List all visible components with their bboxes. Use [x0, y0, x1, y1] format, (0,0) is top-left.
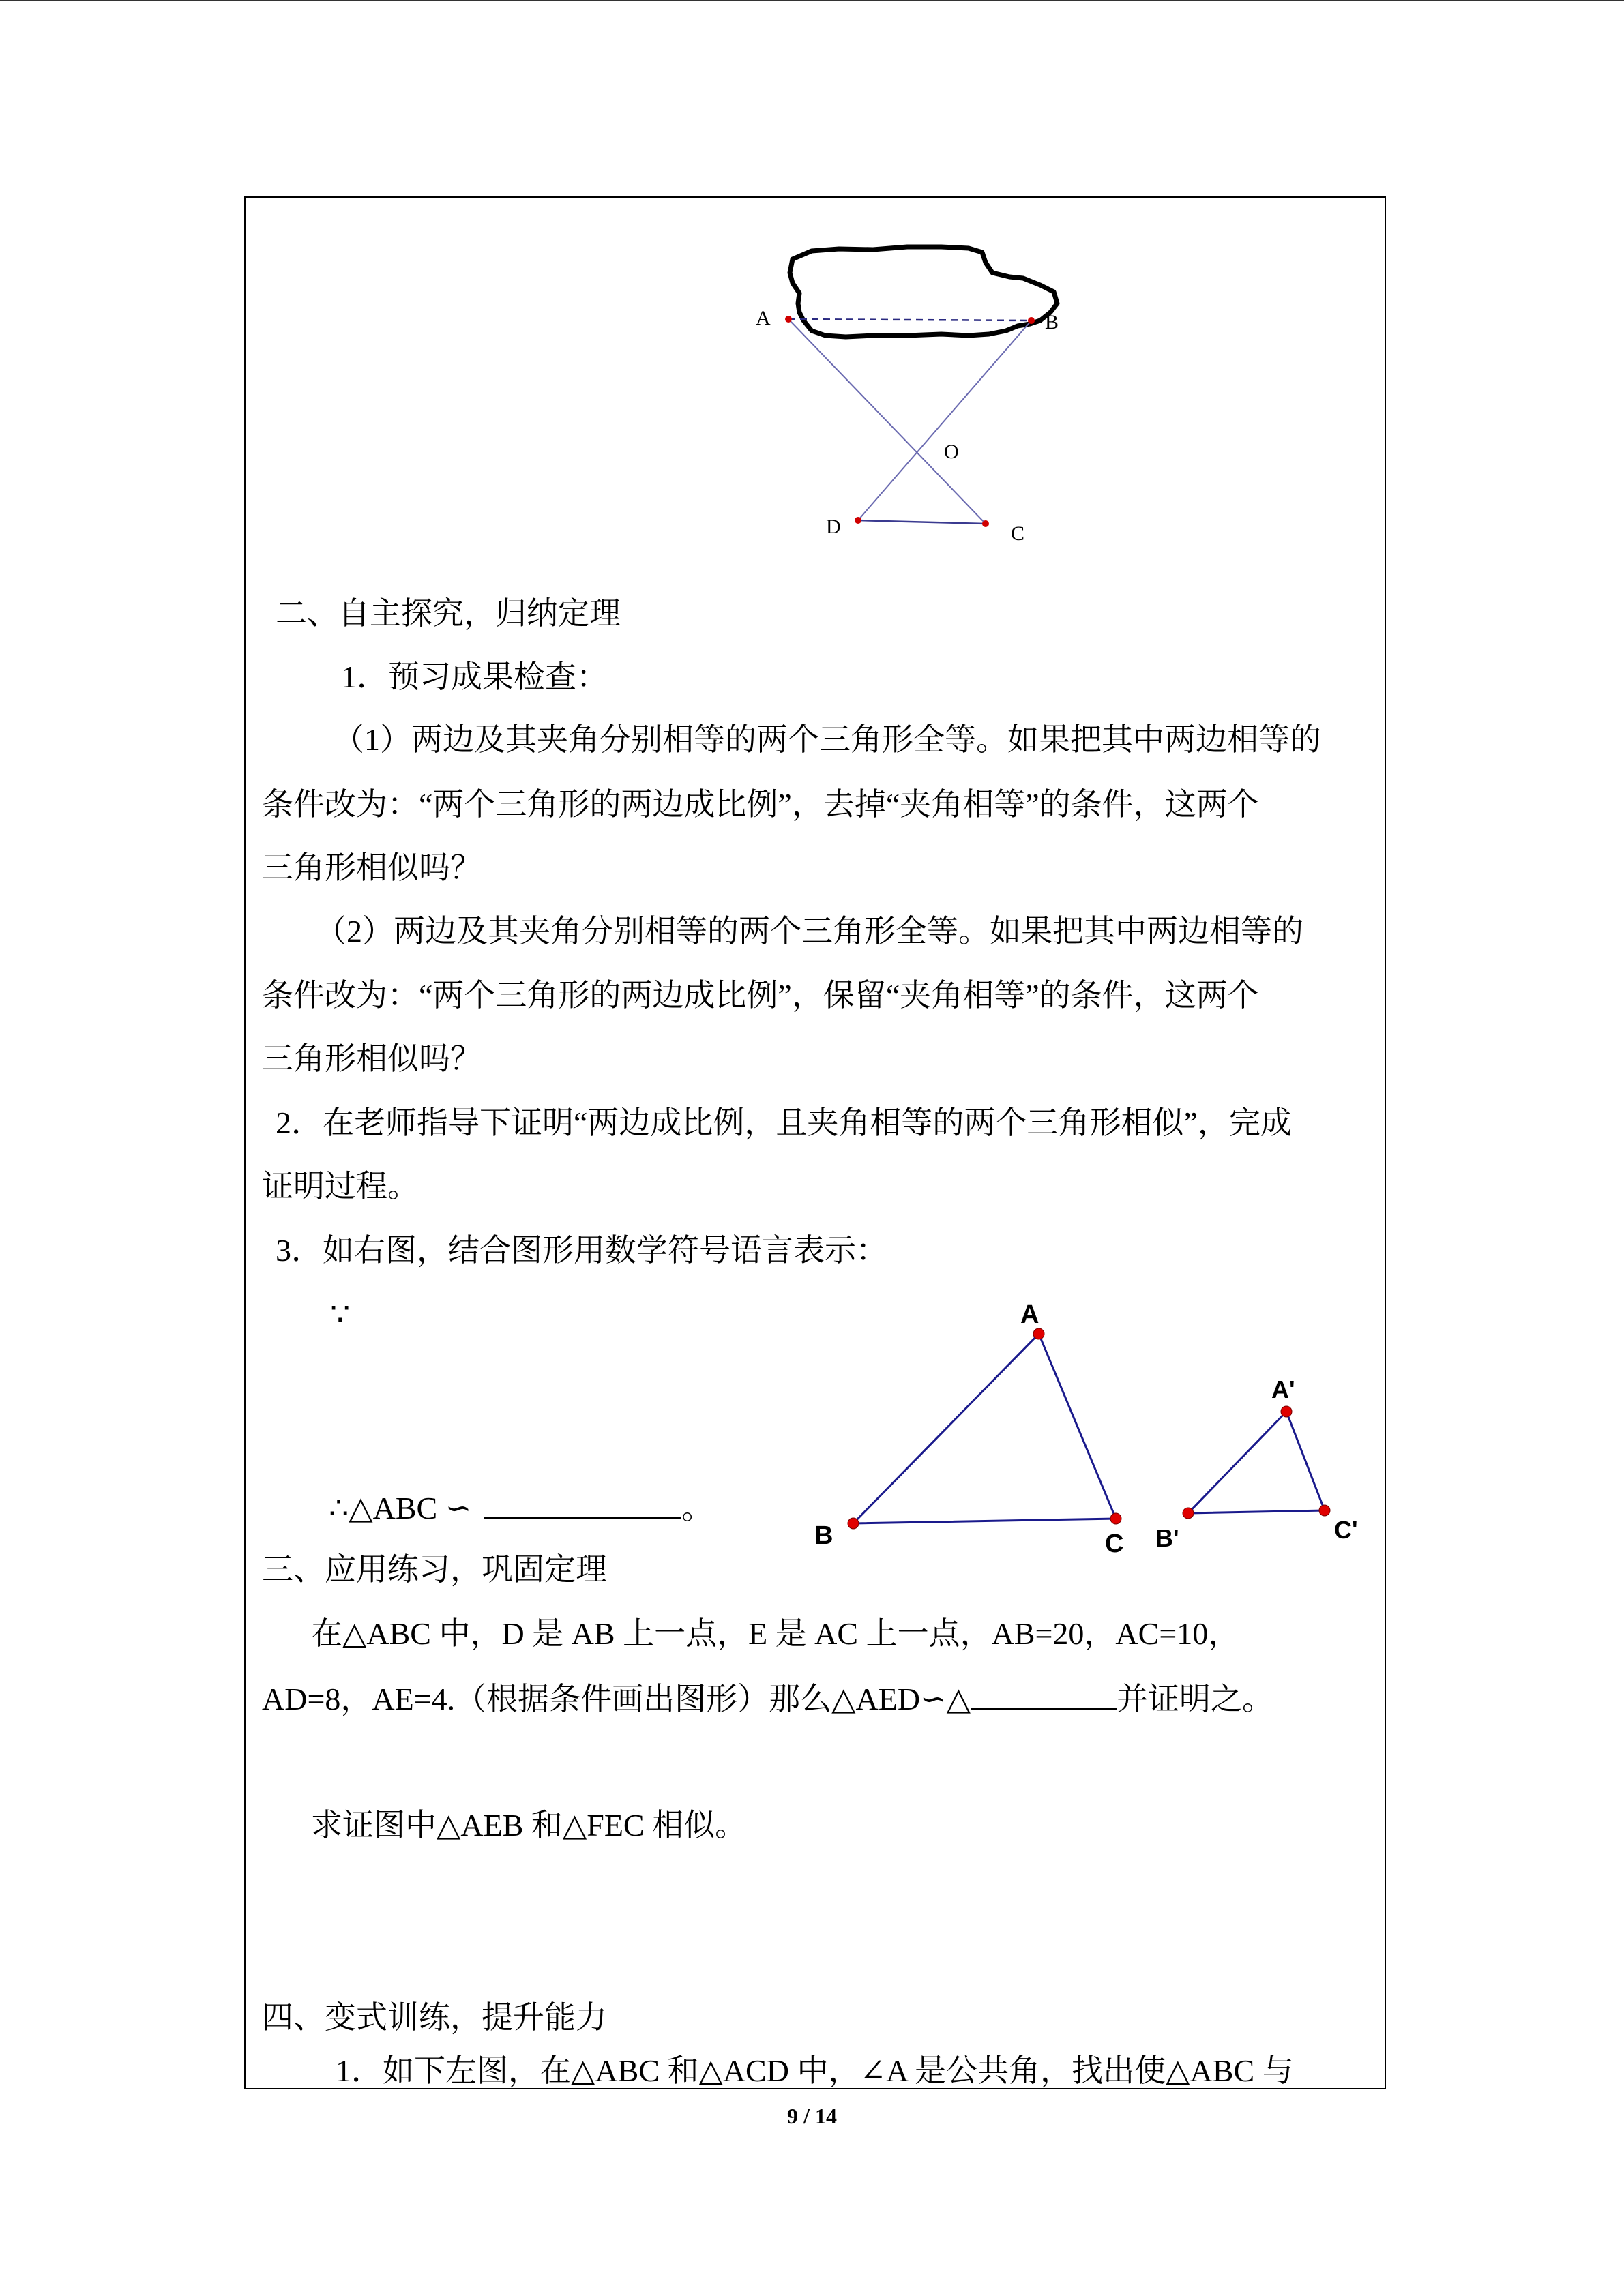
section3-heading: 三、应用练习，巩固定理: [262, 1552, 607, 1587]
item2-line1: 2．在老师指导下证明“两边成比例，且夹角相等的两个三角形相似”，完成: [276, 1105, 1292, 1140]
point-a: [785, 316, 792, 323]
therefore-line: [329, 1487, 713, 1529]
section3-prove: 求证图中△AEB 和△FEC 相似。: [311, 1808, 747, 1843]
line-dc: [858, 520, 986, 524]
q2-line3: 三角形相似吗？: [262, 1041, 482, 1076]
q1-line3: 三角形相似吗？: [262, 850, 482, 885]
label-big-b: B: [814, 1521, 833, 1550]
point-small-b: [1183, 1508, 1194, 1519]
point-small-a: [1281, 1406, 1292, 1417]
lake-outline: [790, 247, 1057, 337]
lake-measurement-figure: [737, 239, 1091, 552]
answer-blank-2[interactable]: [971, 1678, 1117, 1710]
line-ac: [788, 319, 986, 524]
section2-heading: 二、自主探究，归纳定理: [276, 596, 621, 631]
point-small-c: [1319, 1505, 1330, 1516]
triangle-abc: [853, 1334, 1116, 1523]
point-b: [1028, 317, 1035, 324]
section3-line2-prefix: AD=8，AE=4.（根据条件画出图形）那么△AED∽△: [262, 1682, 971, 1716]
label-b: B: [1045, 311, 1059, 333]
section4-heading: 四、变式训练，提升能力: [262, 2000, 607, 2035]
label-big-a: A: [1020, 1300, 1039, 1329]
similar-triangles-figure: [805, 1296, 1371, 1568]
label-o: O: [944, 441, 959, 463]
item1-title: 1．预习成果检查：: [341, 659, 608, 694]
point-d: [855, 517, 861, 524]
dashed-line-ab: [788, 319, 1031, 320]
label-d: D: [826, 516, 841, 538]
section4-item1: 1．如下左图，在△ABC 和△ACD 中，∠A 是公共角，找出使△ABC 与: [336, 2053, 1294, 2088]
point-big-c: [1110, 1513, 1121, 1524]
end-mark: 。: [681, 1491, 713, 1525]
item3-title: 3．如右图，结合图形用数学符号语言表示：: [276, 1233, 887, 1268]
point-big-a: [1033, 1328, 1044, 1339]
page-top-border: [0, 0, 1624, 1]
label-big-c: C: [1105, 1530, 1124, 1558]
item2-line2: 证明过程。: [262, 1169, 419, 1204]
page-number: 9 / 14: [787, 2104, 837, 2128]
q1-line2: 条件改为：“两个三角形的两边成比例”，去掉“夹角相等”的条件，这两个: [262, 787, 1259, 822]
answer-blank-1[interactable]: [484, 1487, 681, 1519]
q2-line2: 条件改为：“两个三角形的两边成比例”，保留“夹角相等”的条件，这两个: [262, 978, 1259, 1013]
section3-line2-suffix: 并证明之。: [1116, 1682, 1273, 1716]
label-a: A: [756, 307, 771, 329]
label-c: C: [1011, 522, 1025, 545]
therefore-text: ∴△ABC ∽: [329, 1491, 472, 1525]
point-big-b: [848, 1518, 859, 1529]
label-small-c: C': [1334, 1516, 1358, 1544]
label-small-a: A': [1271, 1375, 1295, 1403]
point-c: [982, 520, 989, 527]
because-symbol: ∵: [330, 1297, 351, 1332]
line-bd: [858, 320, 1031, 520]
section3-line2: [262, 1678, 1273, 1720]
section3-line1: 在△ABC 中，D 是 AB 上一点，E 是 AC 上一点，AB=20，AC=10，: [311, 1616, 1240, 1651]
label-small-b: B': [1155, 1524, 1179, 1552]
triangle-a1b1c1: [1188, 1412, 1325, 1513]
q1-line1: （1）两边及其夹角分别相等的两个三角形全等。如果把其中两边相等的: [333, 722, 1321, 757]
q2-line1: （2）两边及其夹角分别相等的两个三角形全等。如果把其中两边相等的: [315, 914, 1303, 949]
